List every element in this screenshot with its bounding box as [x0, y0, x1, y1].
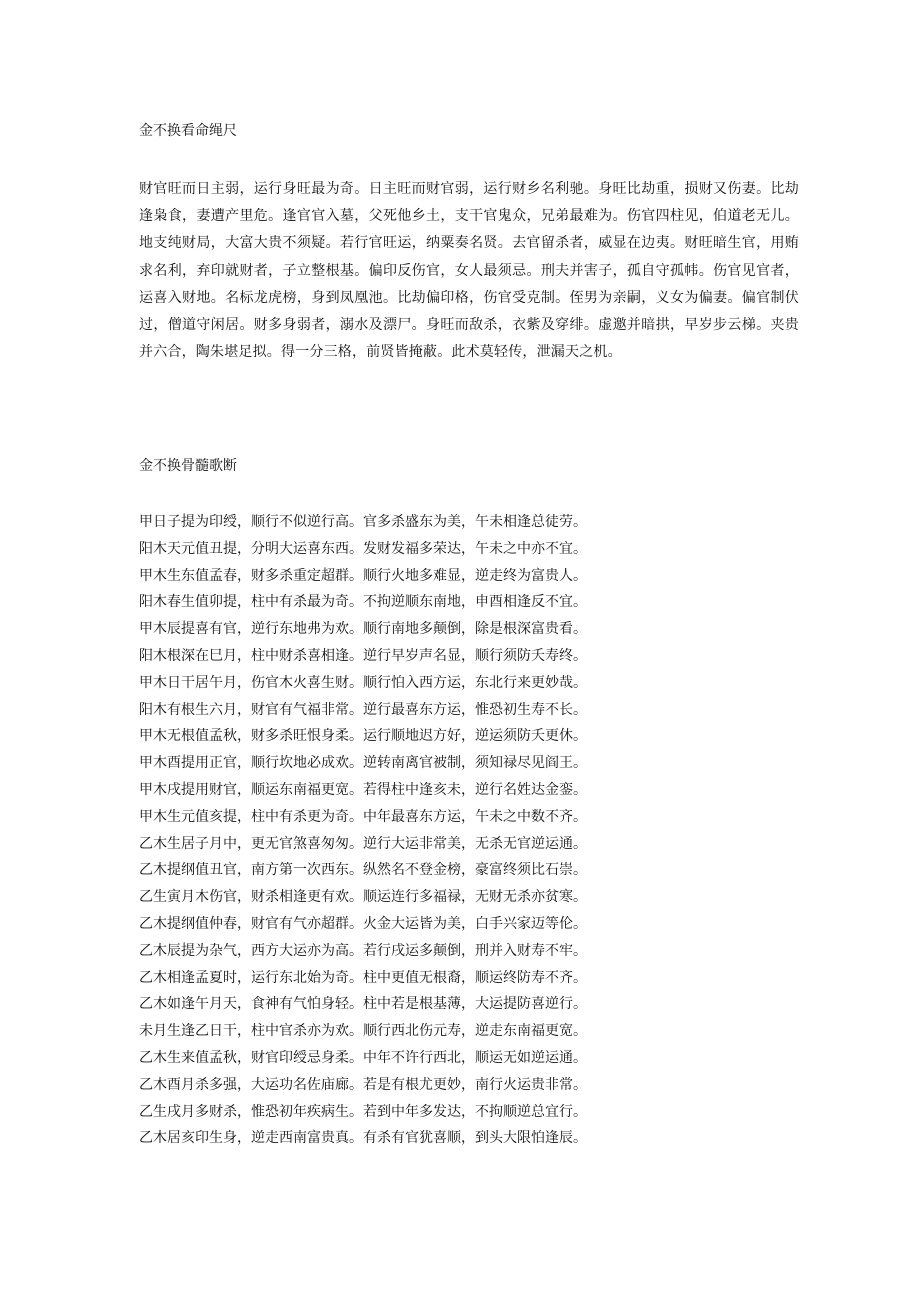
verse-line: 乙木生来值孟秋，财官印绶忌身柔。中年不许行西北，顺运无如逆运通。	[139, 1049, 587, 1066]
verse-line: 乙生戌月多财杀，惟恐初年疾病生。若到中年多发达，不拘顺逆总宜行。	[139, 1103, 587, 1120]
verse-line: 乙木相逢孟夏时，运行东北始为奇。柱中更值无根裔，顺运终防寿不齐。	[139, 969, 587, 986]
verse-line: 甲木戌提用财官，顺运东南福更宽。若得柱中逢亥未，逆行名姓达金銮。	[139, 781, 587, 798]
verse-line: 阳木根深在巳月，柱中财杀喜相逢。逆行早岁声名显，顺行须防夭寿终。	[139, 647, 587, 664]
verse-line: 甲木日干居午月，伤官木火喜生财。顺行怕入西方运，东北行来更妙哉。	[139, 674, 587, 691]
verse-line: 甲木无根值孟秋，财多杀旺恨身柔。运行顺地迟方好，逆运须防夭更休。	[139, 728, 587, 745]
verse-line: 阳木天元值丑提，分明大运喜东西。发财发福多荣达，午未之中亦不宜。	[139, 540, 587, 557]
verse-line: 乙木生居子月中，更无官煞喜匆匆。逆行大运非常美，无杀无官逆运通。	[139, 835, 587, 852]
verse-line: 乙木辰提为杂气，西方大运亦为高。若行戌运多颠倒，刑并入财寿不牢。	[139, 942, 587, 959]
verse-line: 阳木春生值卯提，柱中有杀最为奇。不拘逆顺东南地，申酉相逢反不宜。	[139, 594, 587, 611]
verse-line: 甲木生元值亥提，柱中有杀更为奇。中年最喜东方运，午未之中数不齐。	[139, 808, 587, 825]
section-title-gusui: 金不换骨髓歌断	[139, 458, 237, 474]
verse-line: 乙木居亥印生身，逆走西南富贵真。有杀有官犹喜顺，到头大限怕逢辰。	[139, 1130, 587, 1147]
verse-line: 乙木提纲值丑官，南方第一次西东。纵然名不登金榜，豪富终须比石崇。	[139, 862, 587, 879]
verse-line: 甲木酉提用正官，顺行坎地必成欢。逆转南离官被制，须知禄尽见阎王。	[139, 755, 587, 772]
verse-line: 乙木如逢午月天，食神有气怕身轻。柱中若是根基薄，大运提防喜逆行。	[139, 996, 587, 1013]
section-title-shengchi: 金不换看命绳尺	[139, 123, 237, 139]
verse-line: 未月生逢乙日干，柱中官杀亦为欢。顺行西北伤元寿，逆走东南福更宽。	[139, 1023, 587, 1040]
verse-line: 乙生寅月木伤官，财杀相逢更有欢。顺运连行多福禄，无财无杀亦贫寒。	[139, 889, 587, 906]
verse-line: 乙木提纲值仲春，财官有气亦超群。火金大运皆为美，白手兴家迈等伦。	[139, 915, 587, 932]
verse-line: 甲木生东值孟春，财多杀重定超群。顺行火地多难显，逆走终为富贵人。	[139, 567, 587, 584]
section-body-shengchi: 财官旺而日主弱，运行身旺最为奇。日主旺而财官弱，运行财乡名利驰。身旺比劫重，损财又伤妻。比劫逢枭食，妻遭产里危。逢官官入墓，父死他乡土，支干官鬼众，兄弟最难为。伤官四柱见，伯道老无儿。地支纯财局，大富大贵不须疑。若行官旺运，纳粟奏名贤。去官留杀者，威显在边夷。财旺暗生官，用贿求名利，弃印就财者，子立整根基。偏印反伤官，女人最须忌。刑夫并害子，孤自守孤帏。伤官见官者，运喜入财地。名标龙虎榜，身到凤凰池。比劫偏印格，伤官受克制。侄男为亲嗣，义女为偏妻。偏官制伏过，僧道守闲居。财多身弱者，溺水及漂尸。身旺而敌杀，衣紫及穿绯。虚邀并暗拱，早岁步云梯。夹贵并六合，陶朱堪足拟。得一分三格，前贤皆掩蔽。此术莫轻传，泄漏天之机。	[139, 181, 799, 361]
verse-line: 乙木酉月杀多强，大运功名佐庙廊。若是有根尤更妙，南行火运贵非常。	[139, 1076, 587, 1093]
verse-line: 甲木辰提喜有官，逆行东地弗为欢。顺行南地多颠倒，除是根深富贵看。	[139, 621, 587, 638]
verse-line: 甲日子提为印绶，顺行不似逆行高。官多杀盛东为美，午未相逢总徒劳。	[139, 514, 587, 530]
verse-line: 阳木有根生六月，财官有气福非常。逆行最喜东方运，惟恐初生寿不长。	[139, 701, 587, 718]
verse-list	[139, 509, 819, 1152]
